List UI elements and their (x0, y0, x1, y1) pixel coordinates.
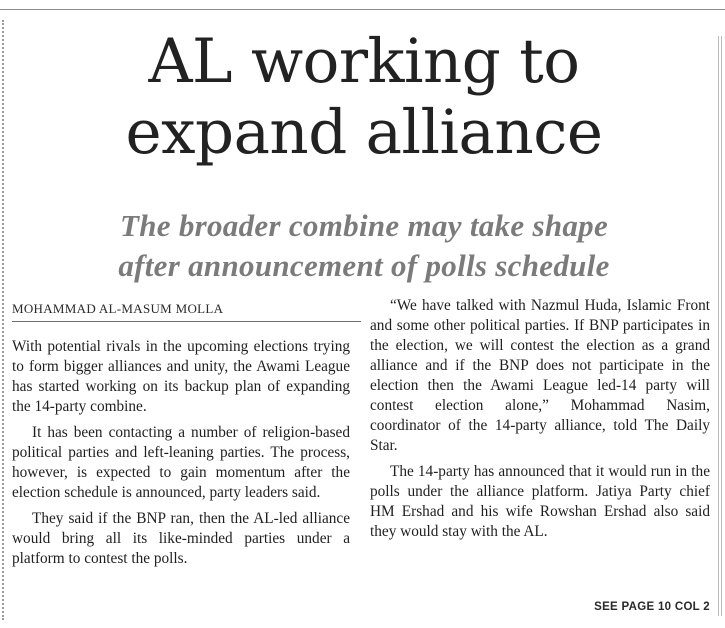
headline-line-1: AL working to (148, 26, 580, 97)
right-column-edge (718, 36, 722, 616)
headline-line-2: expand alliance (125, 97, 603, 168)
continuation-note: SEE PAGE 10 COL 2 (594, 601, 710, 613)
byline-name: MOHAMMAD AL-MASUM MOLLA (12, 301, 224, 316)
paragraph-3: They said if the BNP ran, then the AL-led alliance would bring all its like-minded parties under a platform to contest the polls. (12, 510, 350, 567)
paragraph-2: It has been contacting a number of religion-based political parties and left-leaning parties. The process, however, is expected to gain momentum after the election schedule is announced, party leaders said. (12, 424, 350, 501)
headline (14, 26, 714, 168)
left-dotted-border (2, 20, 4, 620)
top-rule (0, 9, 725, 10)
paragraph-1: With potential rivals in the upcoming elections trying to form bigger alliances and unity, the Awami League has started working on its backup plan of expanding the 14-party combine. (12, 338, 350, 415)
article-column-2 (370, 296, 710, 548)
article-column-1 (12, 337, 350, 575)
byline (12, 298, 361, 322)
paragraph-5: The 14-party has announced that it would run in the polls under the alliance platform. Jatiya Party chief HM Ershad and his wife Rowshan Ershad also said they would stay with the AL. (370, 463, 710, 540)
subheadline-line-2: after announcement of polls schedule (118, 248, 610, 283)
subheadline-line-1: The broader combine may take shape (119, 208, 609, 243)
paragraph-4: “We have talked with Nazmul Huda, Islamic Front and some other political parties. If BNP participates in the election, we will contest the election as a grand alliance and if the BNP does not participate in the election then the Awami League led-14 party will contest election alone,” Mohammad Nasim, coordinator of the 14-party alliance, told The Daily Star. (370, 297, 710, 454)
subheadline (14, 206, 714, 286)
